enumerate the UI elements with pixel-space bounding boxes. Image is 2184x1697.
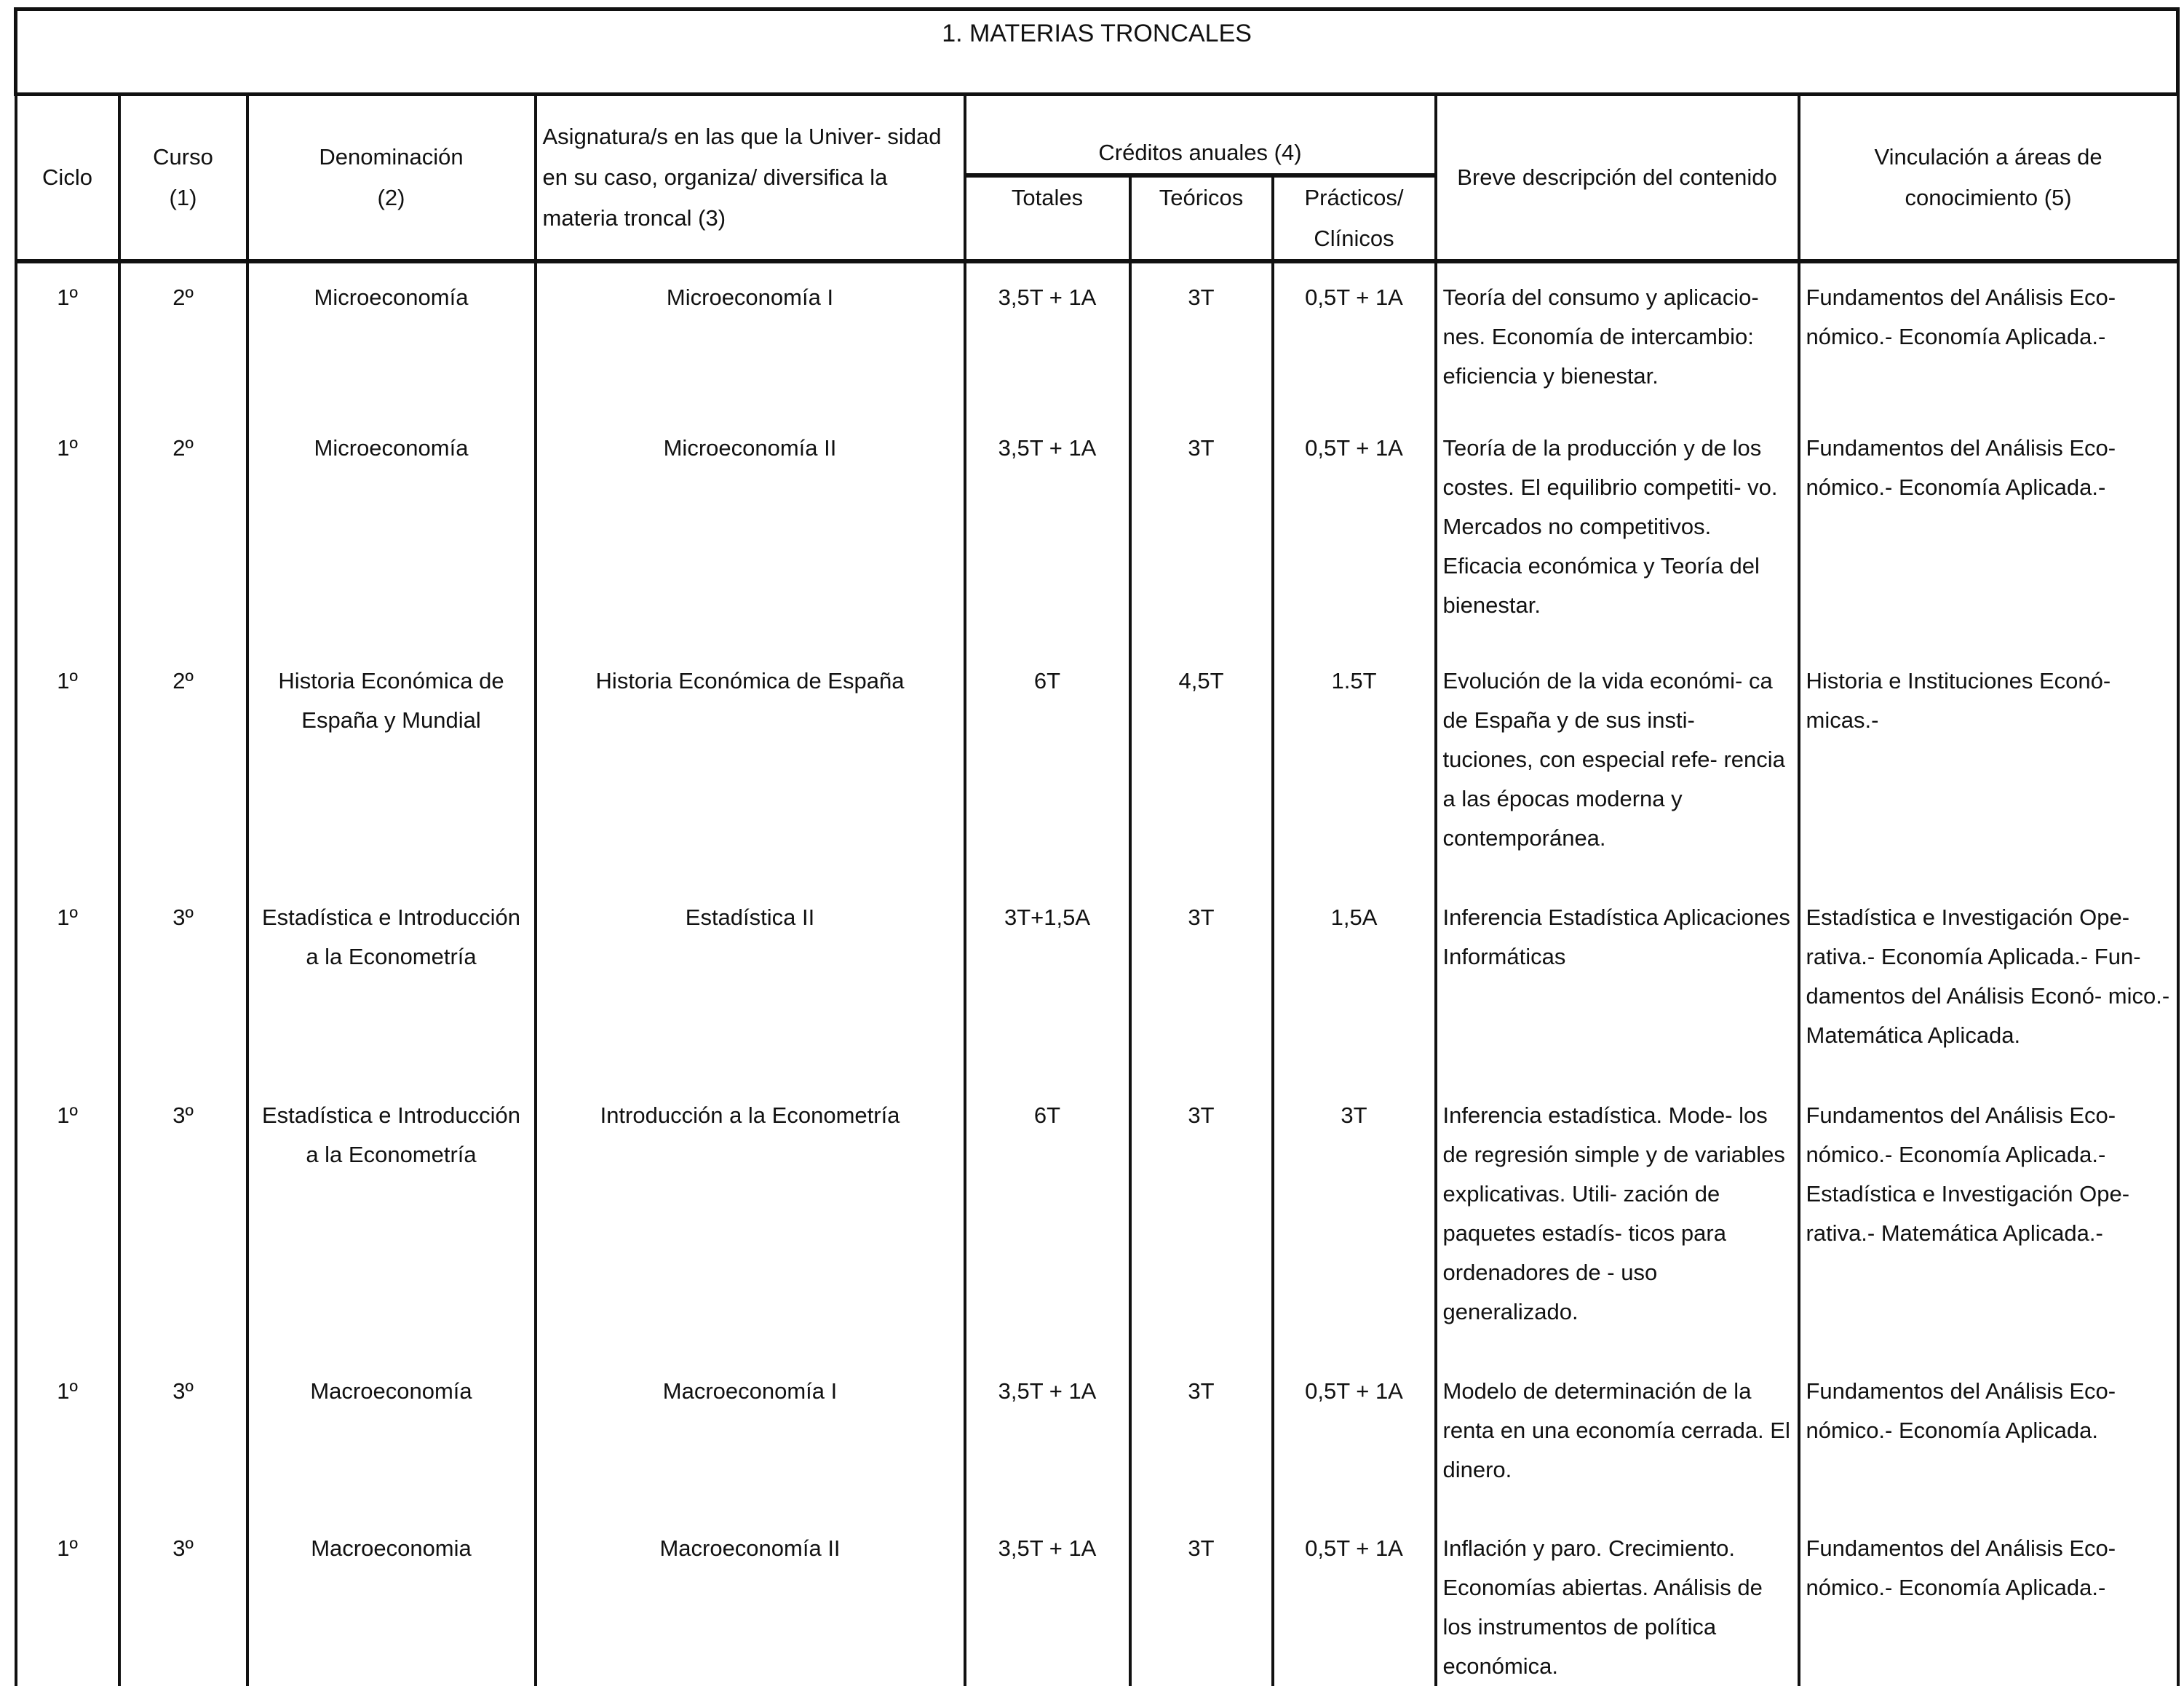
- cell-curso: 3º: [119, 1357, 247, 1514]
- cell-ciclo: 1º: [16, 261, 119, 414]
- cell-denominacion: Microeconomía: [247, 261, 536, 414]
- cell-totales: 3,5T + 1A: [965, 1357, 1130, 1514]
- cell-ciclo: 1º: [16, 1514, 119, 1686]
- header-practicos: Prácticos/ Clínicos: [1273, 175, 1436, 261]
- cell-asignatura: Historia Económica de España: [536, 647, 965, 883]
- header-denominacion-label: Denominación: [319, 144, 464, 170]
- cell-descripcion: Inflación y paro. Crecimiento. Economías abiertas. Análisis de los instrumentos de política económica.: [1436, 1514, 1799, 1686]
- cell-descripcion: Inferencia Estadística Aplicaciones Informáticas: [1436, 883, 1799, 1081]
- table-row: [16, 1514, 2178, 1686]
- table-title: 1. MATERIAS TRONCALES: [16, 9, 2178, 95]
- cell-vinculacion: Historia e Instituciones Econó- micas.-: [1799, 647, 2178, 883]
- header-creditos: Créditos anuales (4): [965, 95, 1436, 176]
- cell-totales: 6T: [965, 647, 1130, 883]
- cell-vinculacion: Fundamentos del Análisis Eco- nómico.- Economía Aplicada.- Estadística e Investigación Ope- rativa.- Matemática Aplicada.-: [1799, 1081, 2178, 1357]
- table-row: [16, 1357, 2178, 1514]
- cell-descripcion: Teoría de la producción y de los costes. El equilibrio competiti- vo. Mercados no competitivos. Eficacia económica y Teoría del bienestar.: [1436, 414, 1799, 647]
- cell-denominacion: Microeconomía: [247, 414, 536, 647]
- cell-practicos: 1,5A: [1273, 883, 1436, 1081]
- header-vinculacion: Vinculación a áreas de conocimiento (5): [1799, 95, 2178, 262]
- table-row: [16, 883, 2178, 1081]
- cell-asignatura: Microeconomía II: [536, 414, 965, 647]
- table-row: [16, 647, 2178, 883]
- cell-teoricos: 4,5T: [1130, 647, 1273, 883]
- cell-teoricos: 3T: [1130, 1514, 1273, 1686]
- cell-curso: 2º: [119, 647, 247, 883]
- cell-ciclo: 1º: [16, 414, 119, 647]
- cell-vinculacion: Fundamentos del Análisis Eco- nómico.- Economía Aplicada.-: [1799, 261, 2178, 414]
- cell-asignatura: Microeconomía I: [536, 261, 965, 414]
- cell-denominacion: Macroeconomia: [247, 1514, 536, 1686]
- cell-totales: 3T+1,5A: [965, 883, 1130, 1081]
- table-row: [16, 1081, 2178, 1357]
- header-curso-note: (1): [169, 185, 197, 210]
- cell-teoricos: 3T: [1130, 883, 1273, 1081]
- cell-practicos: 0,5T + 1A: [1273, 414, 1436, 647]
- cell-descripcion: Inferencia estadística. Mode- los de regresión simple y de variables explicativas. Utili- zación de paquetes estadís- ticos para ordenadores de - uso generalizado.: [1436, 1081, 1799, 1357]
- cell-curso: 2º: [119, 414, 247, 647]
- cell-asignatura: Macroeconomía II: [536, 1514, 965, 1686]
- cell-practicos: 0,5T + 1A: [1273, 1357, 1436, 1514]
- header-curso-label: Curso: [153, 144, 213, 170]
- cell-totales: 3,5T + 1A: [965, 414, 1130, 647]
- cell-denominacion: Macroeconomía: [247, 1357, 536, 1514]
- cell-ciclo: 1º: [16, 883, 119, 1081]
- cell-teoricos: 3T: [1130, 1357, 1273, 1514]
- cell-vinculacion: Fundamentos del Análisis Eco- nómico.- Economía Aplicada.-: [1799, 1514, 2178, 1686]
- cell-teoricos: 3T: [1130, 414, 1273, 647]
- cell-practicos: 1.5T: [1273, 647, 1436, 883]
- cell-curso: 3º: [119, 1081, 247, 1357]
- cell-totales: 3,5T + 1A: [965, 261, 1130, 414]
- cell-descripcion: Teoría del consumo y aplicacio- nes. Economía de intercambio: eficiencia y bienestar.: [1436, 261, 1799, 414]
- cell-descripcion: Modelo de determinación de la renta en una economía cerrada. El dinero.: [1436, 1357, 1799, 1514]
- cell-descripcion: Evolución de la vida económi- ca de España y de sus insti- tuciones, con especial refe- rencia a las épocas moderna y contemporánea.: [1436, 647, 1799, 883]
- cell-curso: 3º: [119, 1514, 247, 1686]
- cell-curso: 3º: [119, 883, 247, 1081]
- cell-vinculacion: Fundamentos del Análisis Eco- nómico.- Economía Aplicada.: [1799, 1357, 2178, 1514]
- cell-denominacion: Historia Económica de España y Mundial: [247, 647, 536, 883]
- cell-asignatura: Estadística II: [536, 883, 965, 1081]
- header-asignatura: Asignatura/s en las que la Univer- sidad en su caso, organiza/ diversifica la materia troncal (3): [536, 95, 965, 262]
- cell-ciclo: 1º: [16, 1081, 119, 1357]
- cell-ciclo: 1º: [16, 1357, 119, 1514]
- cell-vinculacion: Estadística e Investigación Ope- rativa.- Economía Aplicada.- Fun- damentos del Análisis Econó- mico.-Matemática Aplicada.: [1799, 883, 2178, 1081]
- cell-teoricos: 3T: [1130, 261, 1273, 414]
- cell-teoricos: 3T: [1130, 1081, 1273, 1357]
- header-totales: Totales: [965, 175, 1130, 261]
- header-denominacion-note: (2): [377, 185, 405, 210]
- cell-practicos: 0,5T + 1A: [1273, 1514, 1436, 1686]
- cell-asignatura: Introducción a la Econometría: [536, 1081, 965, 1357]
- cell-totales: 6T: [965, 1081, 1130, 1357]
- materias-troncales-table: [14, 7, 2180, 1686]
- cell-practicos: 3T: [1273, 1081, 1436, 1357]
- cell-ciclo: 1º: [16, 647, 119, 883]
- table-row: [16, 414, 2178, 647]
- header-denominacion: [247, 95, 536, 262]
- header-curso: [119, 95, 247, 262]
- header-descripcion: Breve descripción del contenido: [1436, 95, 1799, 262]
- cell-vinculacion: Fundamentos del Análisis Eco- nómico.- Economía Aplicada.-: [1799, 414, 2178, 647]
- cell-curso: 2º: [119, 261, 247, 414]
- header-teoricos: Teóricos: [1130, 175, 1273, 261]
- cell-denominacion: Estadística e Introducción a la Econometría: [247, 883, 536, 1081]
- table-row: [16, 261, 2178, 414]
- cell-practicos: 0,5T + 1A: [1273, 261, 1436, 414]
- header-ciclo: Ciclo: [16, 95, 119, 262]
- cell-totales: 3,5T + 1A: [965, 1514, 1130, 1686]
- cell-asignatura: Macroeconomía I: [536, 1357, 965, 1514]
- cell-denominacion: Estadística e Introducción a la Econometría: [247, 1081, 536, 1357]
